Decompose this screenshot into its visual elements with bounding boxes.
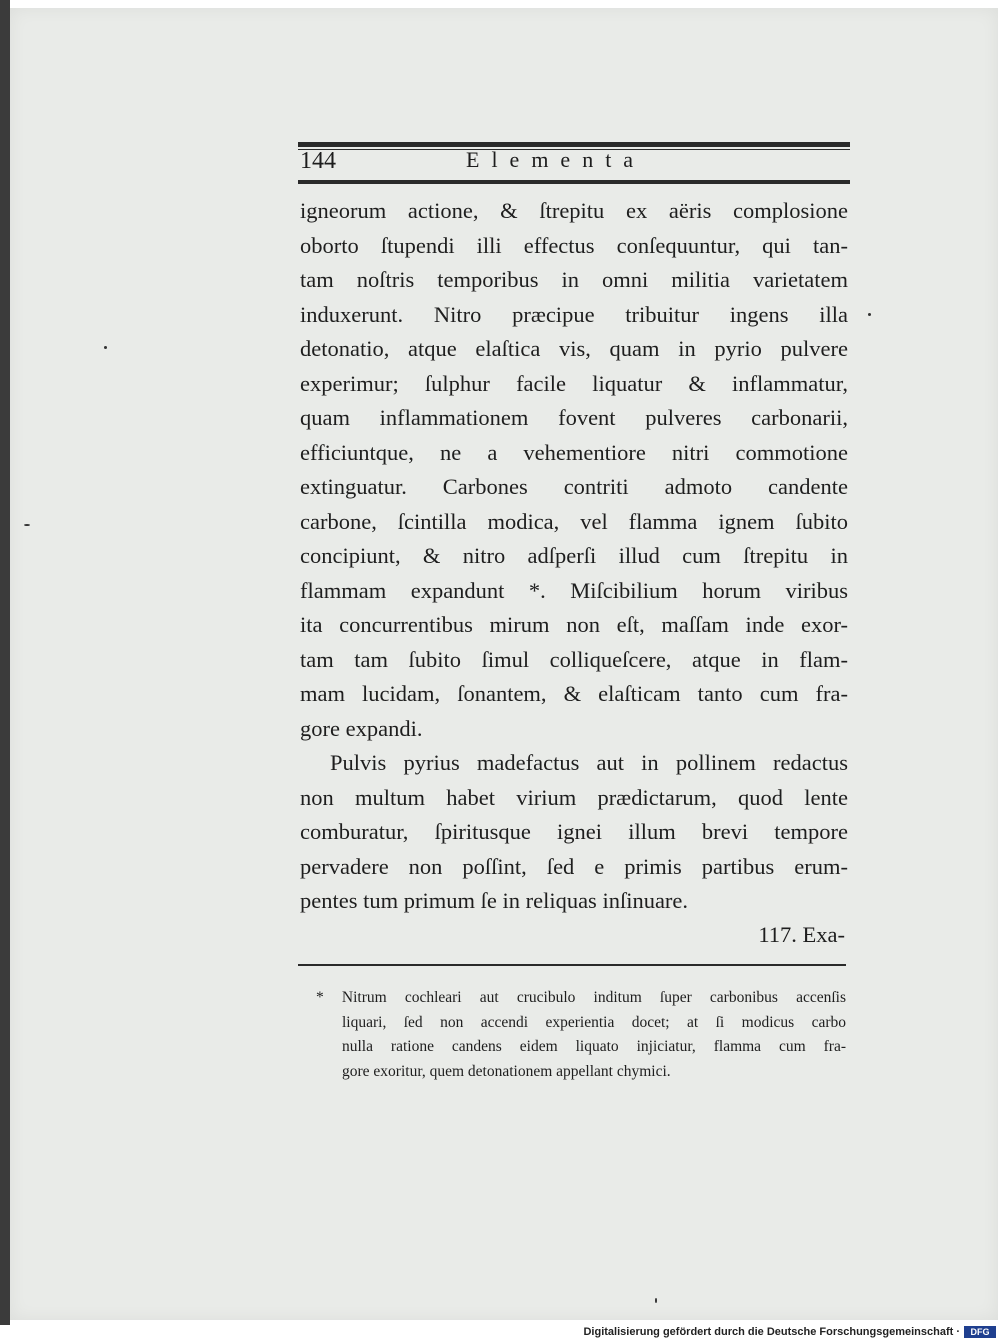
running-head: Elementa bbox=[466, 147, 646, 172]
text-line: pervadere non poſſint, ſed e primis partibus erum- bbox=[300, 853, 848, 879]
paragraph-2 bbox=[300, 746, 848, 919]
footnote-line: * Nitrum cochleari aut crucibulo inditum ſuper carbonibus accenſis bbox=[316, 989, 846, 1006]
footnote-line: nulla ratione candens eidem liquato injiciatur, flamma cum fra- bbox=[342, 1038, 846, 1055]
text-line: pentes tum primum ſe in reliquas inſinuare. bbox=[300, 888, 689, 913]
book-spine-edge bbox=[0, 0, 10, 1325]
text-line: ita concurrentibus mirum non eſt, maſſam inde exor- bbox=[300, 612, 848, 637]
header-rule-bottom bbox=[298, 180, 850, 184]
text-line: mam lucidam, ſonantem, & elaſticam tanto cum fra- bbox=[300, 681, 848, 706]
footnote-line: gore exoritur, quem detonationem appellant chymici. bbox=[342, 1062, 671, 1080]
footnote-line: liquari, ſed non accendi experientia docet; at ſi modicus carbo bbox=[342, 1013, 846, 1031]
text-line: oborto ſtupendi illi effectus conſequuntur, qui tan- bbox=[300, 232, 848, 258]
text-line: comburatur, ſpiritusque ignei illum brevi tempore bbox=[300, 819, 848, 844]
footnote bbox=[316, 986, 846, 1084]
page-number: 144 bbox=[300, 148, 336, 174]
paragraph-1 bbox=[300, 194, 848, 746]
paper-speck bbox=[868, 313, 871, 316]
paper-speck bbox=[655, 1298, 657, 1303]
body-text bbox=[300, 194, 848, 919]
text-line: detonatio, atque elaſtica vis, quam in pyrio pulvere bbox=[300, 336, 848, 361]
text-line: efficiuntque, ne a vehementiore nitri commotione bbox=[300, 439, 848, 465]
digitization-credit: Digitalisierung gefördert durch die Deutsche Forschungsgemeinschaft · bbox=[583, 1326, 960, 1338]
paper-speck bbox=[104, 346, 107, 349]
text-line: tam tam ſubito ſimul colliqueſcere, atque in flam- bbox=[300, 646, 848, 672]
text-line: quam inflammationem fovent pulveres carbonarii, bbox=[300, 405, 848, 430]
catchword: 117. Exa- bbox=[758, 922, 845, 947]
text-line: experimur; ſulphur facile liquatur & inflammatur, bbox=[300, 370, 848, 396]
footnote-rule bbox=[298, 964, 846, 966]
text-line: gore expandi. bbox=[300, 715, 423, 741]
text-line: flammam expandunt *. Miſcibilium horum viribus bbox=[300, 577, 848, 603]
dfg-logo: DFG bbox=[964, 1326, 996, 1338]
text-line: Pulvis pyrius madefactus aut in pollinem redactus bbox=[330, 750, 848, 775]
text-line: tam noſtris temporibus in omni militia varietatem bbox=[300, 267, 848, 292]
text-line: extinguatur. Carbones contriti admoto candente bbox=[300, 474, 848, 499]
text-line: induxerunt. Nitro præcipue tribuitur ingens illa bbox=[300, 301, 848, 327]
text-line: igneorum actione, & ſtrepitu ex aëris complosione bbox=[300, 198, 848, 223]
text-line: non multum habet virium prædictarum, quod lente bbox=[300, 784, 848, 810]
text-line: concipiunt, & nitro adſperſi illud cum ſtrepitu in bbox=[300, 543, 848, 568]
text-line: carbone, ſcintilla modica, vel flamma ignem ſubito bbox=[300, 508, 848, 534]
paper-speck bbox=[24, 524, 30, 526]
